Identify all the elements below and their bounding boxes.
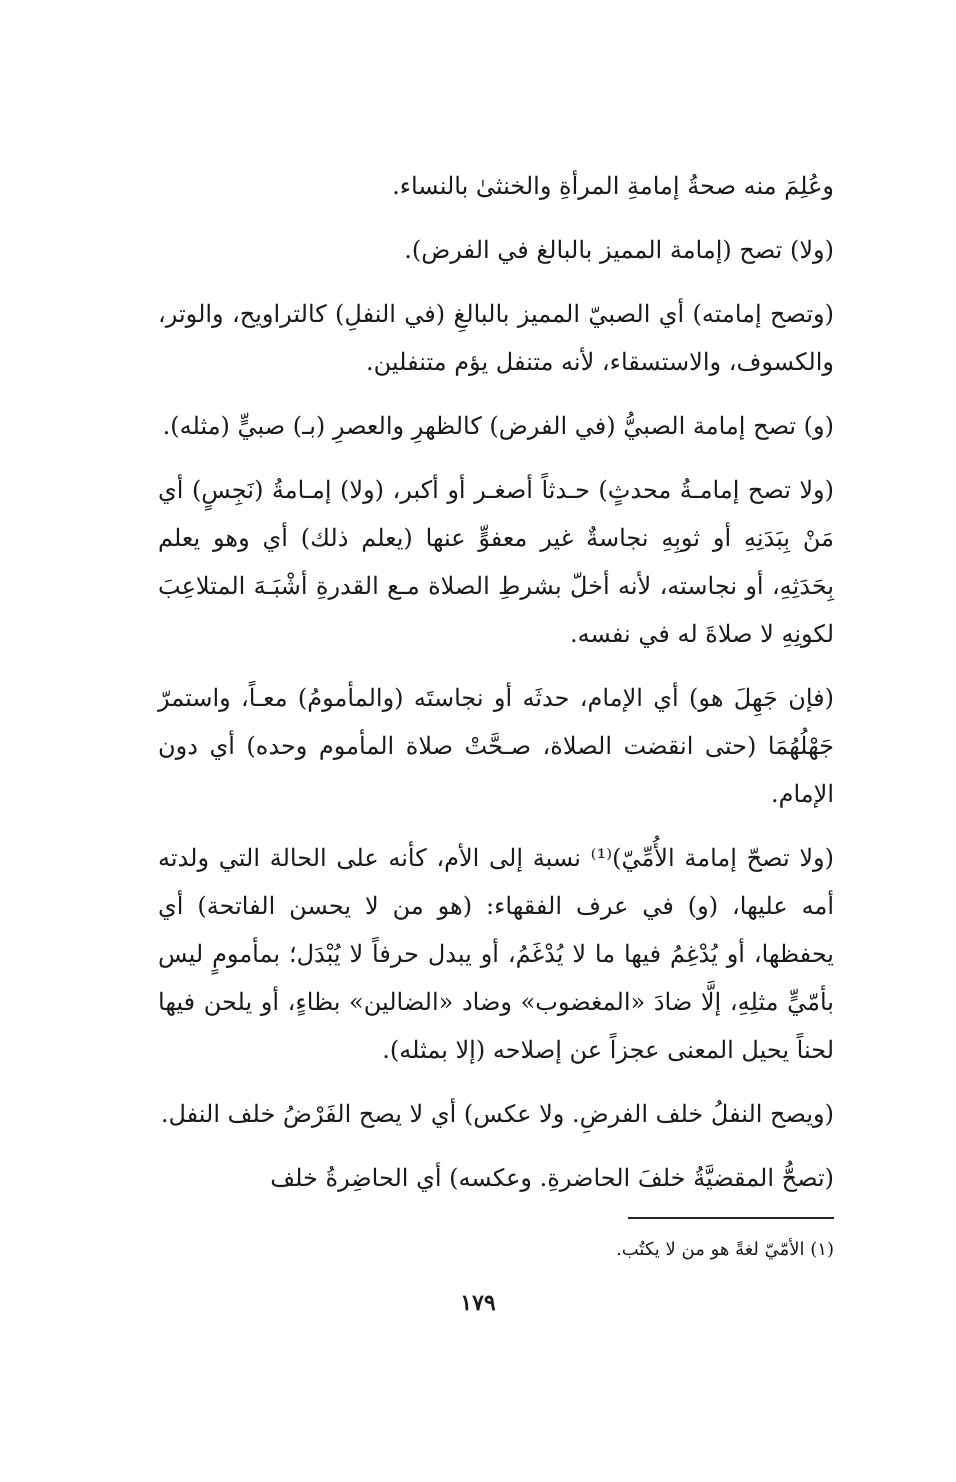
page-number: ١٧٩ [460,1290,496,1316]
footnote-divider [628,1217,834,1219]
paragraph: (وتصح إمامته) أي الصبيّ المميز بالبالغِ (في النفلِ) كالتراويح، والوتر، والكسوف، والاستسقاء، لأنه متنفل يؤم متنفلين. [158,300,834,376]
paragraph: (فإن جَهِلَ هو) أي الإمام، حدثَه أو نجاستَه (والمأمومُ) معـاً، واستمرّ جَهْلُهُمَا (حتى انقضت الصلاة، صـحَّتْ صلاة المأموم وحده) أي دون الإمام. [158,684,834,808]
paragraph: (ولا تصح إمامـةُ محدثٍ) حـدثاً أصغـر أو أكبر، (ولا) إمـامةُ (نَجِسٍ) أي مَنْ بِبَدَنِهِ أو ثوبِهِ نجاسةٌ غير معفوٍّ عنها (يعلم ذلك) أي وهو يعلم بِحَدَثِهِ، أو نجاسته، لأنه أخلّ بشرطِ الصلاة مـع القدرةِ أشْبَـهَ المتلاعِبَ لكونِهِ لا صلاةَ له في نفسه. [158,476,834,648]
footnote: (١) الأمّيّ لغةً هو من لا يكتُب. [616,1239,834,1260]
paragraph: (و) تصح إمامة الصبيُّ (في الفرض) كالظهرِ والعصرِ (بـ) صبيٍّ (مثله). [162,412,834,440]
main-text [158,162,834,1218]
paragraph: (تصحُّ المقضيَّةُ خلفَ الحاضرةِ. وعكسه) أي الحاضِرةُ خلف [270,1164,834,1192]
paragraph: (ولا تصحّ إمامة الأُمِّيّ)⁽¹⁾ نسبة إلى الأم، كأنه على الحالة التي ولدته أمه عليها، (و) في عرف الفقهاء: (هو من لا يحسن الفاتحة) أي يحفظها، أو يُدْغِمُ فيها ما لا يُدْغَمُ، أو يبدل حرفاً لا يُبْدَل؛ بمأمومٍ ليس بأمّيٍّ مثلِهِ، إلَّا ضادَ «المغضوب» وضاد «الضالين» بظاءٍ، أو يلحن فيها لحناً يحيل المعنى عجزاً عن إصلاحه (إلا بمثله). [158,844,834,1064]
paragraph: وعُلِمَ منه صحةُ إمامةِ المرأةِ والخنثىٰ بالنساء. [392,172,834,200]
paragraph: (ولا) تصح (إمامة المميز بالبالغ في الفرض). [404,236,834,264]
paragraph: (ويصح النفلُ خلف الفرضِ. ولا عكس) أي لا يصح الفَرْضُ خلف النفل. [160,1100,834,1128]
